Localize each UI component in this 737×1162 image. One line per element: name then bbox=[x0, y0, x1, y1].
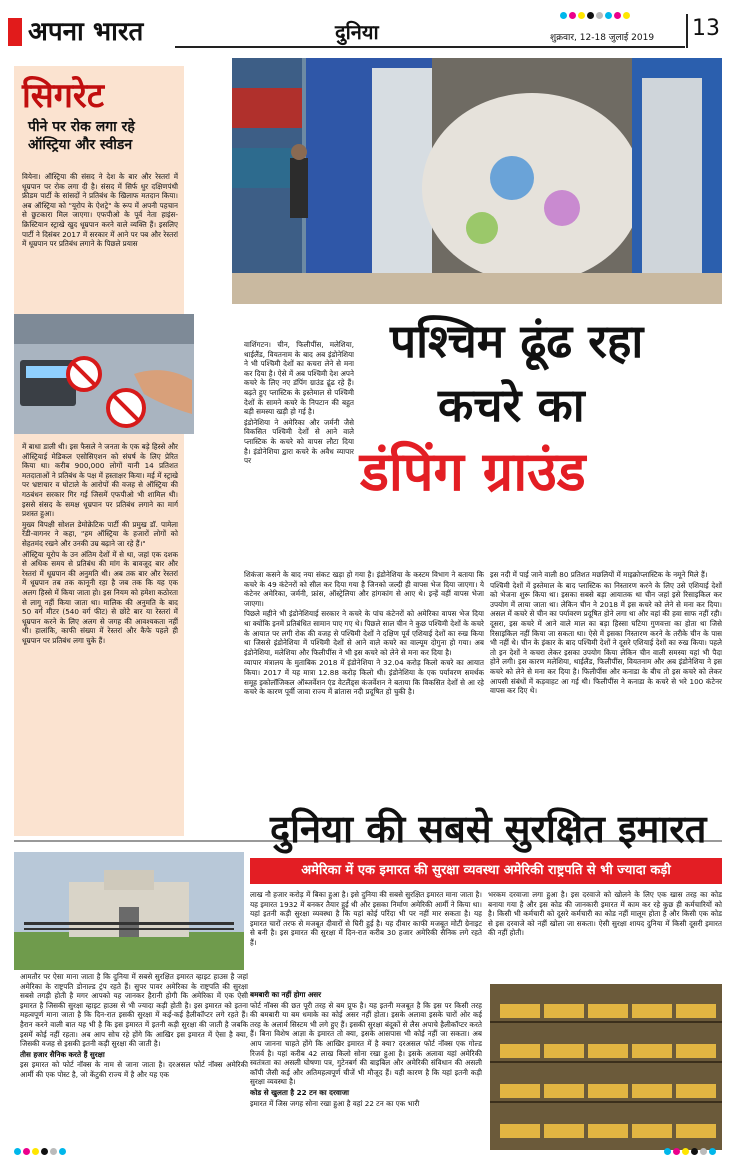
lead-body-left: शिकंजा कसने के बाद नया संकट खड़ा हो गया है। इंडोनेशिया के कस्टम विभाग ने बताया कि कचरे के 49 कंटेनरों को सील कर दिया गया है जिनको जल्दी ही वापस भेज दिया जाएगा। ये कंटेनर अमेरिका, जर्मनी, फ्रांस, ऑस्ट्रेलिया और हांगकांग से आए थे। इन्हें वहीं वापस भेजा जाएगा। पिछले महीने भी इंडोनेशियाई सरकार ने कचरे के पांच कंटेनरों को अमेरिका वापस भेज दिया था क्योंकि इनमें प्रतिबंधित सामान पाए गए थे। पिछले साल चीन ने कुछ पश्चिमी देशों के कचरे के आयात पर लगी रोक की वजह से पश्चिमी देशों ने दक्षिण पूर्व एशियाई देशों का रुख किया था जिससे इंडोनेशिया में पश्चिमी देशों से आने वाले कचरे का वाल्यूम दोगुना हो गया। अब इंडोनेशिया, मलेशिया और फिलीपींस ने भी इस कचरे को लेने से मना कर दिया है। व्यापार मंत्रालय के मुताबिक 2018 में इंडोनेशिया ने 32.04 करोड़ किलो कचरे का आयात किया। 2017 में यह मात्रा 12.88 करोड़ किलो थी। इंडोनेशिया के एक पर्यावरण समर्थक समूह इकोलॉजिकल ऑब्जर्वेशन एंड वेटलैंड्स कंजर्वेशन ने बताया कि विकसित देशों से आ रहे कचरे के कारण पूर्वी जावा राज्य में ब्रांतास नदी प्रदूषित हो चुकी है। bbox=[244, 570, 484, 697]
lead-body-right: इस नदी में पाई जाने वाली 80 प्रतिशत मछलियों में माइक्रोप्लास्टिक के नमूने मिले हैं। पश्चिमी देशों में इस्तेमाल के बाद प्लास्टिक का निस्तारण करने के लिए उसे एशियाई देशों को भेजना शुरू किया था। इसका सबसे बड़ा आयातक था चीन जहां इसे रिसाइकिल कर उपयोग में लाया जाता था। लेकिन चीन ने 2018 में इस कचरे को लेने से मना कर दिया। असल में कचरे से चीन का पर्यावरण प्रदूषित होने लगा था और वहां की हवा साफ नहीं रही। दूसरा, इस कचरे में आने वाले माल का बड़ा हिस्सा घटिया गुणवत्ता का होता था जिसे रिसाइकिल नहीं किया जा सकता था। ऐसे में इसका निस्तारण करने के तरीके चीन के पास भी नहीं थे। चीन के इंकार के बाद पश्चिमी देशों ने दूसरे एशियाई देशों का रुख किया। पहले तो इन देशों ने कचरा लेकर इसका उपयोग किया लेकिन चीन वाली समस्या यहां भी पैदा होने लगी। इस कारण मलेशिया, थाईलैंड, फिलीपींस, वियतनाम और अब इंडोनेशिया ने इस कचरे को लेने से मना कर दिया है। फिलीपींस और कनाडा के बीच तो इस कचरे को लेकर आपसी संबंधों में कड़वाहट आ गई थी। फिलीपींस ने कनाडा के कचरे से भरे 100 कंटेनर वापस कर दिए थे। bbox=[490, 570, 722, 696]
registration-dots-bottom-right bbox=[664, 1140, 718, 1159]
story2-subhead-1: बमबारी का नहीं होगा असर bbox=[250, 990, 322, 999]
lead-intro-column: वाशिंगटन। चीन, फिलीपींस, मलेशिया, थाईलैंड, वियतनाम के बाद अब इंडोनेशिया ने भी पश्चिमी देशों का कचरा लेने से मना कर दिया है। ऐसे में अब पश्चिमी देश अपने कचरे के लिए नए डंपिंग ग्राउंड ढूंढ रहे हैं। बढ़ते हुए प्लास्टिक के इस्तेमाल से पश्चिमी देशों के सामने कचरे के निपटान की बहुत बड़ी समस्या खड़ी हो गई है। इंडोनेशिया ने अमेरिका और जर्मनी जैसे विकसित पश्चिमी देशों से आने वाले प्लास्टिक के कचरे को वापस लौटा दिया है। इंडोनेशिया द्वारा कचरे के अवैध व्यापार पर bbox=[244, 340, 354, 466]
brand-title: अपना भारत bbox=[28, 17, 144, 47]
story2-banner: अमेरिका में एक इमारत की सुरक्षा व्यवस्था अमेरिकी राष्ट्रपति से भी ज्यादा कड़ी bbox=[250, 858, 722, 884]
story2-left-column: आमतौर पर ऐसा माना जाता है कि दुनिया में सबसे सुरक्षित इमारत व्हाइट हाउस है जहां अमेरिका के राष्ट्रपति डोनाल्ड ट्रंप रहते हैं। सुपर पावर अमेरिका के राष्ट्रपति की सुरक्षा सबसे तगड़ी होती है मगर आपको यह जानकर हैरानी होगी कि अमेरिका में एक ऐसी इमारत है जिसकी सुरक्षा व्हाइट हाउस से भी ज्यादा कड़ी होती है। इस इमारत को इतना महत्वपूर्ण माना जाता है कि दिन-रात इसकी सुरक्षा में कई-कई हैलीकॉप्टर लगे रहते हैं। हैरान करने वाली बात यह भी है कि इस इमारत में इतनी कड़ी सुरक्षा की जाती है जबकि इसमें कोई नहीं रहता। अब आप सोच रहे होंगे कि आखिर इस इमारत में ऐसा है क्या, जिसकी वजह से इसकी इतनी कड़ी सुरक्षा की जाती है। तीस हजार सैनिक करते हैं सुरक्षा इस इमारत को फोर्ट नॉक्स के नाम से जाना जाता है। दरअसल फोर्ट नॉक्स अमेरिकी आर्मी की एक पोस्ट है, जो केंटुकी राज्य में है और यह एक bbox=[20, 972, 248, 1079]
lead-headline-line1: पश्चिम ढूंढ रहा bbox=[390, 314, 644, 368]
registration-dots-top bbox=[560, 4, 632, 12]
story2-middle-top: लाख नौ हजार करोड़ में बिका हुआ है। इसे दुनिया की सबसे सुरक्षित इमारत माना जाता है। यह इमारत 1932 में बनकर तैयार हुई थी और इसका निर्माण अमेरिकी आर्मी ने किया था। यहां इतनी कड़ी सुरक्षा व्यवस्था है कि यहां कोई परिंदा भी पर नहीं मार सकता है। यह इमारत चारों तरफ से मजबूत दीवारों से घिरी हुई है। यह दीवार काफी मजबूत मोटी ग्रेनाइट से बनी है। इस इमारत की सुरक्षा में दिन-रात करीब 30 हजार अमेरिकी सैनिक लगे रहते हैं। bbox=[250, 890, 482, 947]
masthead-brand bbox=[8, 14, 178, 50]
sidebar-subheadline: पीने पर रोक लगा रहे ऑस्ट्रिया और स्वीडन bbox=[28, 119, 135, 153]
page-number-divider bbox=[686, 14, 688, 48]
sidebar-text-bottom: में बाधा डाली थी। इस फैसले ने जनता के एक बड़े हिस्से और ऑस्ट्रियाई मेडिकल एसोसिएशन को संघर्ष के लिए प्रेरित किया था। करीब 900,000 लोगों यानी 14 प्रतिशत मतदाताओं ने प्रतिबंध के पक्ष में हस्ताक्षर किया। मई में स्ट्राखे पर भ्रष्टाचार व घोटाले के आरोपों की वजह से ऑस्ट्रिया की गठबंधन सरकार गिर गई जिसमें एफपीओ भी शामिल थी। इससे संसद के समक्ष धूम्रपान पर प्रतिबंध लगाने का मार्ग प्रशस्त हुआ। मुख्य विपक्षी सोशल डेमोक्रेटिक पार्टी की प्रमुख डॉ. पामेला रेंडी-वागनर ने कहा, "हम ऑस्ट्रिया के हजारों लोगों को सेहतमंद रखने और उनकी उम्र बढ़ाने जा रहे हैं।" ऑस्ट्रिया यूरोप के उन अंतिम देशों में से था, जहां एक दशक से अधिक समय से प्रतिबंध की मांग के बावजूद बार और रेस्तरां में धूम्रपान की अनुमति थी। अब तक बार और रेस्तरां में धूम्रपान तब तक कानूनी रहा है जब तक कि यह एक अलग हिस्से में किया जाता हो। इस नियम को हमेशा कठोरता से लागू नहीं किया जाता था। मालिक की अनुमति के बाद 50 वर्ग मीटर (540 वर्ग फीट) से छोटे बार या रेस्तरां में धूम्रपान करने के लिए अलग से जगह की आवश्यकता नहीं थी। हालांकि, काफी संख्या में रेस्तरां और कैफे पहले ही धूम्रपान पर प्रतिबंध लगा चुके हैं। bbox=[22, 442, 178, 645]
brand-red-bar bbox=[8, 18, 22, 46]
registration-dots-bottom-left bbox=[14, 1140, 68, 1159]
story2-headline: दुनिया की सबसे सुरक्षित इमारत bbox=[270, 807, 707, 851]
gold-bars-photo bbox=[490, 984, 722, 1150]
sidebar-headline: सिगरेट bbox=[22, 76, 104, 116]
section-title: दुनिया bbox=[335, 20, 379, 44]
header-rule bbox=[175, 46, 685, 48]
fort-knox-building-photo bbox=[14, 852, 244, 970]
lead-headline-line3: डंपिंग ग्राउंड bbox=[360, 440, 586, 503]
story2-right-top: भरकम दरवाजा लगा हुआ है। इस दरवाजे को खोलने के लिए एक खास तरह का कोड बनाया गया है और इस कोड की जानकारी इमारत में काम कर रहे कुछ ही कर्मचारियों को है। किसी भी कर्मचारी को दूसरे कर्मचारी का कोड नहीं मालूम होता है और किसी एक कोड से इस दरवाजे को नहीं खोला जा सकता। ऐसी सुरक्षा शायद दुनिया में किसी दूसरी इमारत की नहीं होती। bbox=[488, 890, 722, 938]
story2-middle-bottom: बमबारी का नहीं होगा असर फोर्ट नॉक्स की छत पूरी तरह से बम प्रूफ है। यह इतनी मजबूत है कि इस पर किसी तरह की बमबारी या बम धमाके का कोई असर नहीं होता। इसके अलावा इसके चारों ओर कई तरह के अलार्म सिस्टम भी लगे हुए हैं। इसकी सुरक्षा बंदूकों से लैस अपाचे हैलीकॉप्टर करते हैं। बिना विशेष आज्ञा के इमारत तो क्या, इसके आसपास भी कोई नहीं जा सकता। अब आप जानना चाहते होंगे कि आखिर इमारत में है क्या? दरअसल फोर्ट नॉक्स एक गोल्ड रिजर्व है। यहां करीब 42 लाख किलो सोना रखा हुआ है। इसके अलावा यहां अमेरिकी स्वतंत्रता का असली घोषणा पत्र, गुटेनबर्ग की बाइबिल और अमेरिकी संविधान की असली कॉपी जैसी कई और अतिमहत्वपूर्ण चीजें भी मौजूद हैं। यही कारण है कि यहां इतनी कड़ी सुरक्षा व्यवस्था है। कोड से खुलता है 22 टन का दरवाजा इमारत में जिस जगह सोना रखा हुआ है वहां 22 टन का एक भारी bbox=[250, 990, 482, 1108]
page-number: 13 bbox=[692, 16, 720, 41]
container-garbage-photo bbox=[232, 58, 722, 304]
lead-headline-line2: कचरे का bbox=[438, 378, 585, 432]
sidebar-text-top: वियेना। ऑस्ट्रिया की संसद ने देश के बार और रेस्तरां में धूम्रपान पर रोक लगा दी है। संसद में सिर्फ धुर दक्षिणपंथी फ्रीडम पार्टी के सांसदों ने प्रतिबंध के खिलाफ मतदान किया। अब ऑस्ट्रिया को "यूरोप के ऐशट्रे" के रूप में अपनी पहचान से छुटकारा मिल जाएगा। एफपीओ के पूर्व नेता हाइंस-क्रिस्टियान स्ट्राखे खुद धूम्रपान करने वाले व्यक्ति हैं। इसलिए पार्टी ने दिसंबर 2017 में सरकार में आने पर पब और रेस्तरां में धूम्रपान पर प्रतिबंध लगाने के पिछले प्रयास bbox=[22, 172, 178, 249]
story2-subhead-2: कोड से खुलता है 22 टन का दरवाजा bbox=[250, 1087, 349, 1097]
no-smoking-sign-photo bbox=[14, 314, 194, 434]
issue-date: शुक्रवार, 12-18 जुलाई 2019 bbox=[550, 33, 655, 43]
story2-subhead-left: तीस हजार सैनिक करते हैं सुरक्षा bbox=[20, 1049, 105, 1059]
